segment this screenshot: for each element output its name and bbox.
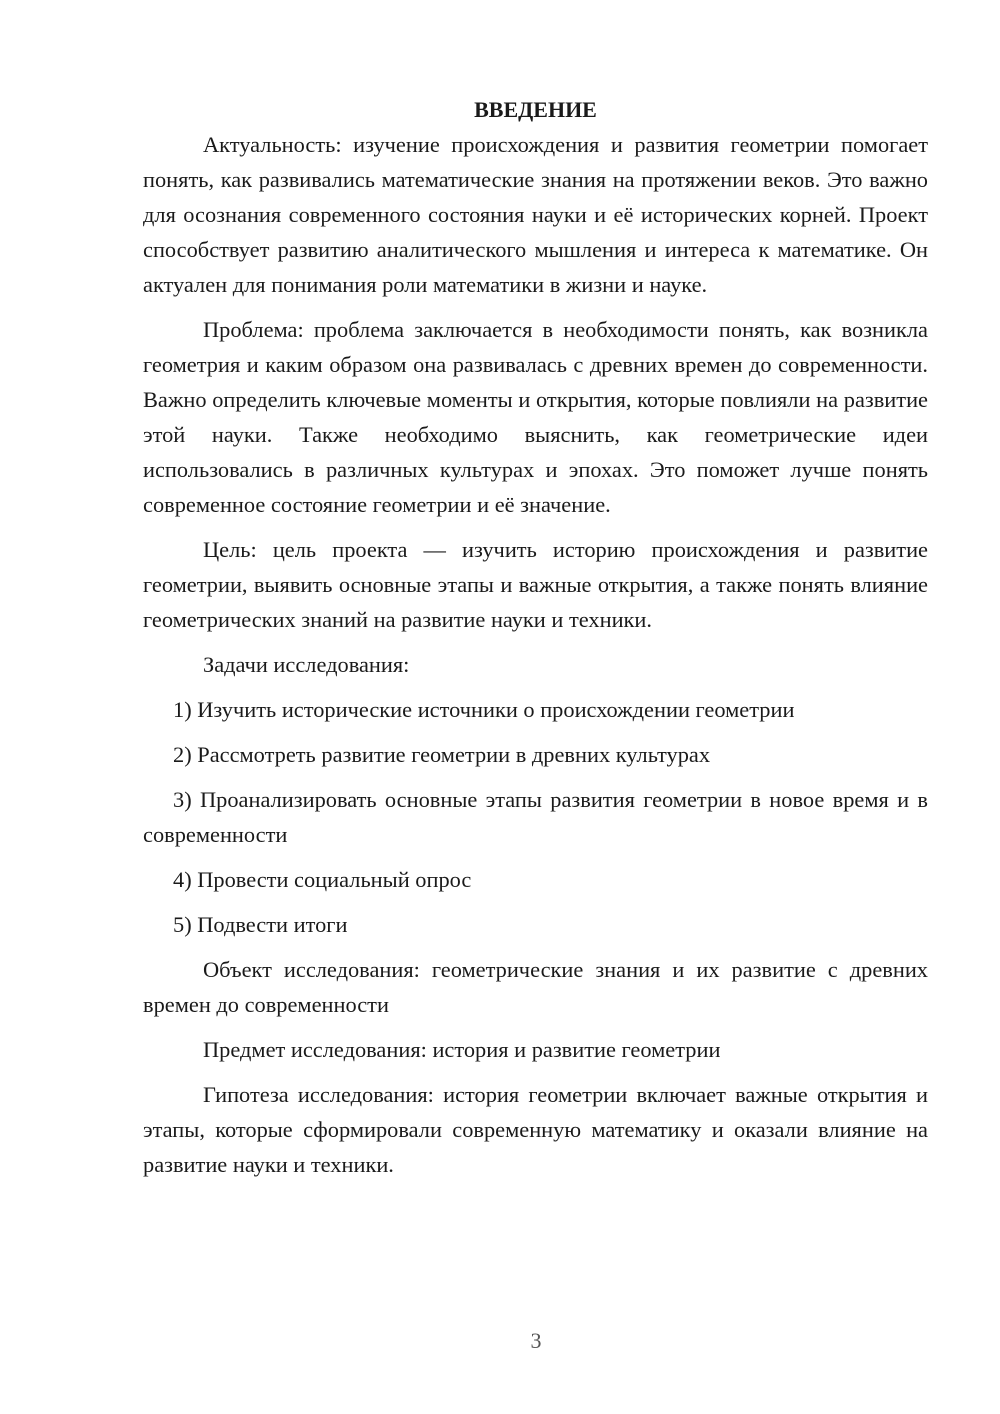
task-item-3: 3) Проанализировать основные этапы развития геометрии в новое время и в современности <box>143 787 928 847</box>
paragraph-subject: Предмет исследования: история и развитие геометрии <box>203 1037 721 1062</box>
paragraph-hypothesis: Гипотеза исследования: история геометрии включает важные открытия и этапы, которые сформировали современную математику и оказали влияние на развитие науки и техники. <box>143 1082 928 1177</box>
document-page <box>143 92 928 1182</box>
document-title: ВВЕДЕНИЕ <box>474 97 597 122</box>
paragraph-relevance: Актуальность: изучение происхождения и развития геометрии помогает понять, как развивались математические знания на протяжении веков. Это важно для осознания современного состояния науки и её исторических корней. Проект способствует развитию аналитического мышления и интереса к математике. Он актуален для понимания роли математики в жизни и науке. <box>143 132 928 297</box>
paragraph-object: Объект исследования: геометрические знания и их развитие с древних времен до современности <box>143 957 928 1017</box>
task-item-5: 5) Подвести итоги <box>173 912 348 937</box>
task-item-4: 4) Провести социальный опрос <box>173 867 472 892</box>
task-item-1: 1) Изучить исторические источники о происхождении геометрии <box>173 697 795 722</box>
paragraph-tasks-heading: Задачи исследования: <box>203 652 410 677</box>
paragraph-problem: Проблема: проблема заключается в необходимости понять, как возникла геометрия и каким образом она развивалась с древних времен до современности. Важно определить ключевые моменты и открытия, которые повлияли на развитие этой науки. Также необходимо выяснить, как геометрические идеи использовались в различных культурах и эпохах. Это поможет лучше понять современное состояние геометрии и её значение. <box>143 317 928 517</box>
task-item-2: 2) Рассмотреть развитие геометрии в древних культурах <box>173 742 711 767</box>
page-number: 3 <box>530 1328 542 1353</box>
paragraph-goal: Цель: цель проекта — изучить историю происхождения и развитие геометрии, выявить основные этапы и важные открытия, а также понять влияние геометрических знаний на развитие науки и техники. <box>143 537 928 632</box>
